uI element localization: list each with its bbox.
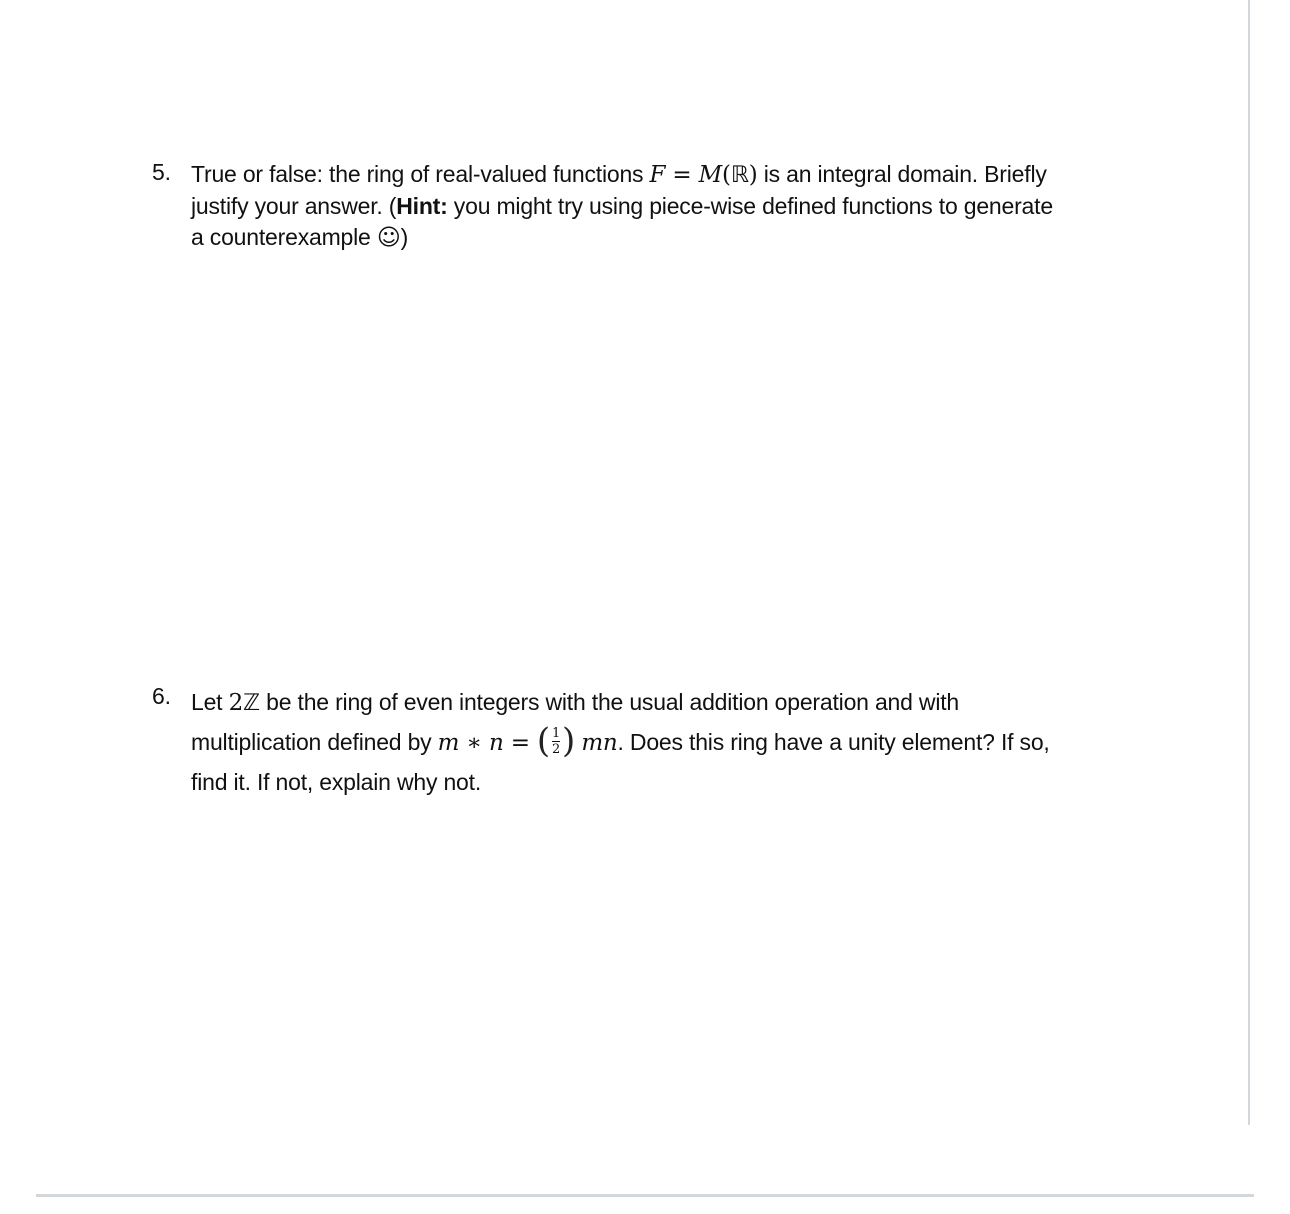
math-variable-f: F <box>649 162 666 188</box>
math-fraction-group <box>537 721 575 760</box>
fraction-numerator: 1 <box>551 725 561 741</box>
question-text: multiplication defined by <box>191 728 438 755</box>
smiley-icon: ☺ <box>376 225 401 251</box>
hint-label: Hint: <box>396 193 448 219</box>
question-text: True or false: the ring of real-valued functions <box>191 161 650 187</box>
math-variable-n: n <box>488 729 504 756</box>
math-equals: = <box>503 729 537 756</box>
page-right-border <box>1248 0 1250 1125</box>
math-paren-close: ) <box>562 721 576 762</box>
question-text: a counterexample <box>191 224 377 250</box>
math-equals: = <box>665 162 699 188</box>
question-text: find it. If not, explain why not. <box>191 768 482 795</box>
math-variable-m: M <box>698 162 722 188</box>
question-text: Let <box>191 689 229 715</box>
question-6 <box>152 683 1112 801</box>
math-operator: ∗ <box>459 729 489 756</box>
question-line <box>191 683 1112 723</box>
math-fraction <box>551 727 561 756</box>
math-paren-open: ( <box>721 162 731 188</box>
math-real-numbers: ℝ <box>730 162 749 188</box>
question-text: justify your answer. ( <box>191 193 397 219</box>
question-body <box>191 159 1112 254</box>
math-two: 2 <box>228 690 244 716</box>
question-text: is an integral domain. Briefly <box>757 161 1047 187</box>
question-body <box>191 683 1112 801</box>
question-text: be the ring of even integers with the usual addition operation and with <box>259 689 960 715</box>
question-line <box>191 222 1112 254</box>
question-line <box>191 159 1112 191</box>
question-5 <box>152 159 1112 254</box>
question-line <box>191 763 1112 802</box>
question-text: . Does this ring have a unity element? If so, <box>617 728 1050 755</box>
math-integers: ℤ <box>243 690 260 716</box>
question-number: 6. <box>152 683 171 709</box>
math-paren-close: ) <box>748 162 758 188</box>
math-variable-m: m <box>437 729 460 756</box>
page-bottom-border <box>36 1194 1254 1197</box>
question-line <box>191 723 1112 763</box>
question-text: ) <box>400 224 409 250</box>
fraction-denominator: 2 <box>551 741 561 757</box>
question-line <box>191 191 1112 222</box>
math-product-mn: mn <box>581 729 618 756</box>
math-paren-open: ( <box>536 721 550 762</box>
question-text: you might try using piece-wise defined functions to generate <box>447 193 1053 219</box>
question-number: 5. <box>152 159 171 185</box>
